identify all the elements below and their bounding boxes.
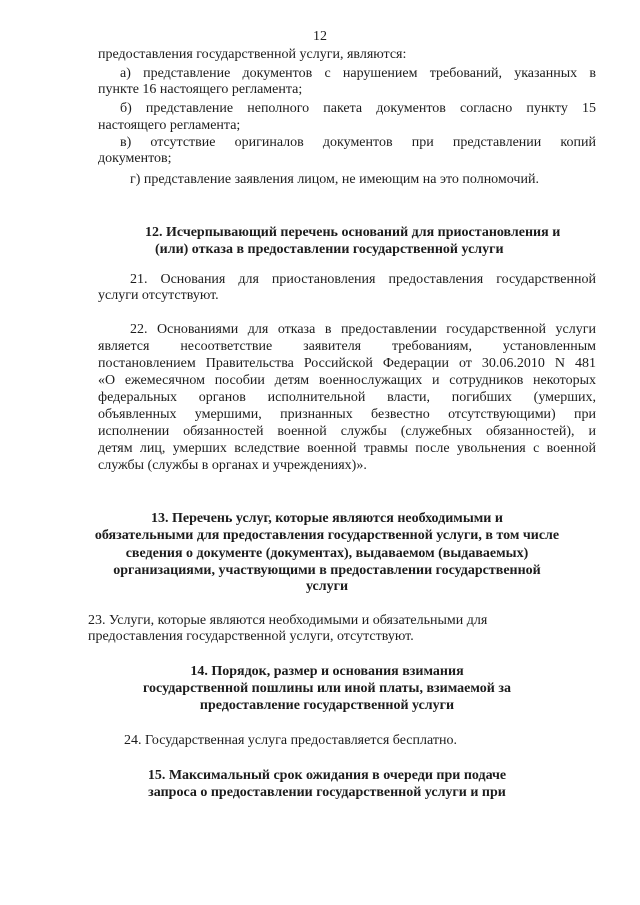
paragraph-23: 23. Услуги, которые являются необходимыми и обязательными для xyxy=(88,613,488,628)
paragraph-22-line: является несоответствие заявителя требованиям, установленным xyxy=(98,339,596,354)
list-item-a: а) представление документов с нарушением требований, указанных в xyxy=(120,66,596,81)
section-14-heading-3: предоставление государственной услуги xyxy=(199,698,455,713)
paragraph-22-line: федеральных органов исполнительной власти, погибших (умерших, xyxy=(98,390,596,405)
section-12-heading: 12. Исчерпывающий перечень оснований для приостановления и xyxy=(145,225,561,240)
section-13-heading-3: сведения о документе (документах), выдаваемом (выдаваемых) xyxy=(125,546,529,561)
paragraph-22-line: постановлением Правительства Российской Федерации от 30.06.2010 N 481 xyxy=(98,356,596,371)
list-item-a-cont: пункте 16 настоящего регламента; xyxy=(98,82,303,97)
paragraph-22-line: «О ежемесячном пособии детям военнослужащих и сотрудников некоторых xyxy=(98,373,596,388)
section-14-heading: 14. Порядок, размер и основания взимания xyxy=(190,664,464,679)
paragraph-21-cont: услуги отсутствуют. xyxy=(98,288,219,303)
paragraph-22-line: детям лиц, умерших вследствие военной травмы после увольнения с военной xyxy=(98,441,596,456)
list-item-v-cont: документов; xyxy=(98,151,172,166)
page-number: 12 xyxy=(313,29,327,44)
paragraph-23-cont: предоставления государственной услуги, отсутствуют. xyxy=(88,629,414,644)
paragraph-22-line: исполнении обязанностей военной службы (служебных обязанностей), и xyxy=(98,424,596,439)
list-item-g: г) представление заявления лицом, не имеющим на это полномочий. xyxy=(130,172,539,187)
section-13-heading-5: услуги xyxy=(305,579,349,594)
section-12-heading-2: (или) отказа в предоставлении государственной услуги xyxy=(155,242,504,257)
paragraph-24: 24. Государственная услуга предоставляется бесплатно. xyxy=(124,733,457,748)
section-14-heading-2: государственной пошлины или иной платы, взимаемой за xyxy=(143,681,511,696)
list-item-b: б) представление неполного пакета документов согласно пункту 15 xyxy=(120,101,596,116)
section-15-heading-2: запроса о предоставлении государственной услуги и при xyxy=(148,785,506,800)
list-item-v: в) отсутствие оригиналов документов при представлении копий xyxy=(120,135,596,150)
paragraph-21: 21. Основания для приостановления предоставления государственной xyxy=(130,272,596,287)
paragraph-22: 22. Основаниями для отказа в предоставлении государственной услуги xyxy=(130,322,596,337)
section-13-heading-2: обязательными для предоставления государственной услуги, в том числе xyxy=(94,528,560,543)
section-13-heading-4: организациями, участвующими в предоставлении государственной xyxy=(113,563,541,578)
paragraph-22-line: объявленных умершими, признанных безвестно отсутствующими) при xyxy=(98,407,596,422)
section-13-heading: 13. Перечень услуг, которые являются необходимыми и xyxy=(151,511,503,526)
list-item-b-cont: настоящего регламента; xyxy=(98,118,241,133)
section-15-heading: 15. Максимальный срок ожидания в очереди при подаче xyxy=(147,768,507,783)
paragraph-22-end: службы (службы в органах и учреждениях)». xyxy=(98,458,367,473)
list-intro: предоставления государственной услуги, являются: xyxy=(98,47,407,62)
